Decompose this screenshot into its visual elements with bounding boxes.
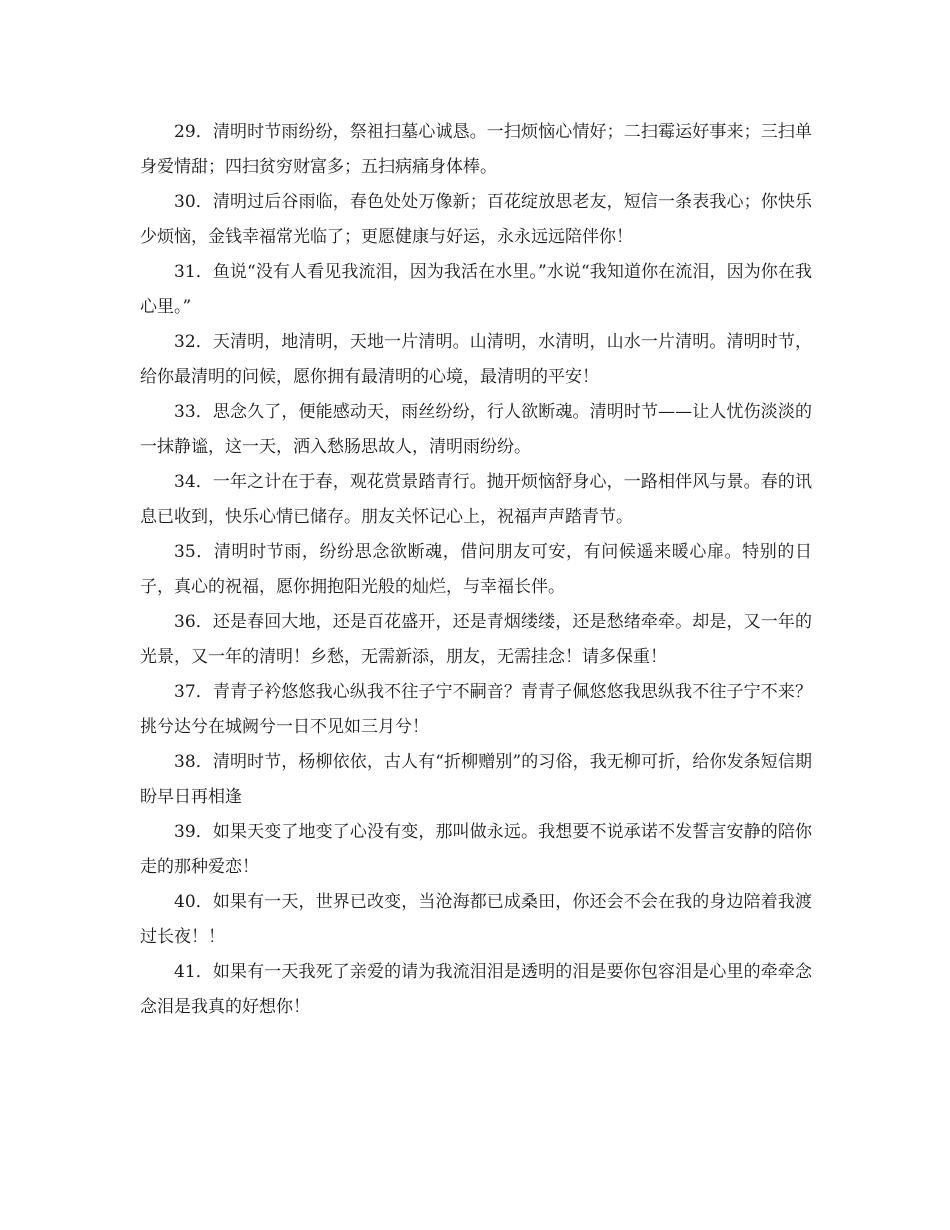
paragraph-32: 32．天清明，地清明，天地一片清明。山清明，水清明，山水一片清明。清明时节，给你最清明的问候，愿你拥有最清明的心境，最清明的平安！ [140, 332, 812, 387]
paragraph-31: 31．鱼说“没有人看见我流泪，因为我活在水里。”水说“我知道你在流泪，因为你在我心里。” [140, 262, 812, 317]
paragraph-29: 29．清明时节雨纷纷，祭祖扫墓心诚恳。一扫烦恼心情好；二扫霉运好事来；三扫单身爱情甜；四扫贫穷财富多；五扫病痛身体棒。 [140, 122, 812, 177]
paragraph-34: 34．一年之计在于春，观花赏景踏青行。抛开烦恼舒身心，一路相伴风与景。春的讯息已收到，快乐心情已储存。朋友关怀记心上，祝福声声踏青节。 [140, 472, 812, 527]
paragraph-38: 38．清明时节，杨柳依依，古人有“折柳赠别”的习俗，我无柳可折，给你发条短信期盼早日再相逢 [140, 752, 812, 807]
paragraph-39: 39．如果天变了地变了心没有变，那叫做永远。我想要不说承诺不发誓言安静的陪你走的那种爱恋！ [140, 822, 812, 877]
paragraph-35: 35．清明时节雨，纷纷思念欲断魂，借问朋友可安，有问候遥来暖心扉。特别的日子，真心的祝福，愿你拥抱阳光般的灿烂，与幸福长伴。 [140, 542, 812, 597]
paragraph-36: 36．还是春回大地，还是百花盛开，还是青烟缕缕，还是愁绪牵牵。却是，又一年的光景，又一年的清明！乡愁，无需新添，朋友，无需挂念！请多保重！ [140, 612, 812, 667]
paragraph-33: 33．思念久了，便能感动天，雨丝纷纷，行人欲断魂。清明时节——让人忧伤淡淡的一抹静谧，这一天，洒入愁肠思故人，清明雨纷纷。 [140, 402, 812, 457]
paragraph-37: 37．青青子衿悠悠我心纵我不往子宁不嗣音？青青子佩悠悠我思纵我不往子宁不来？挑兮达兮在城阙兮一日不见如三月兮！ [140, 682, 812, 737]
document-body [140, 115, 812, 1025]
paragraph-30: 30．清明过后谷雨临，春色处处万像新；百花绽放思老友，短信一条表我心；你快乐少烦恼，金钱幸福常光临了；更愿健康与好运，永永远远陪伴你！ [140, 192, 812, 247]
paragraph-41: 41．如果有一天我死了亲爱的请为我流泪泪是透明的泪是要你包容泪是心里的牵牵念念泪是我真的好想你！ [140, 962, 812, 1017]
paragraph-40: 40．如果有一天，世界已改变，当沧海都已成桑田，你还会不会在我的身边陪着我渡过长夜！！ [140, 892, 812, 947]
